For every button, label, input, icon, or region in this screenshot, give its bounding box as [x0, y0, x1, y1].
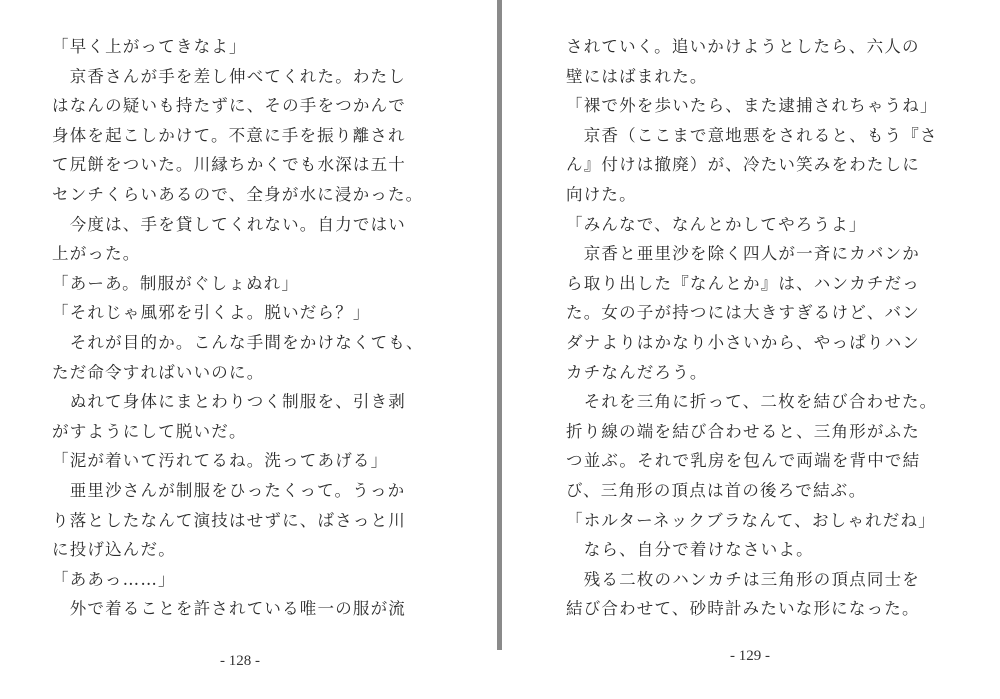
text-line: 折り線の端を結び合わせると、三角形がふた	[566, 421, 920, 441]
left-page-text	[52, 32, 442, 624]
text-line: 「ああっ……」	[52, 569, 176, 589]
text-line: 向けた。	[566, 184, 637, 204]
text-line: 壁にはばまれた。	[566, 66, 708, 86]
text-line: ただ命令すればいいのに。	[52, 362, 265, 382]
text-line: ダナよりはかなり小さいから、やっぱりハン	[566, 332, 920, 352]
text-line: なら、自分で着けなさいよ。	[566, 540, 814, 560]
text-line: ん』付けは撤廃）が、冷たい笑みをわたしに	[566, 155, 920, 175]
text-line: 亜里沙さんが制服をひったくって。うっか	[52, 480, 406, 500]
text-line: 「早く上がってきなよ」	[52, 37, 247, 56]
text-line: り落としたなんて演技はせずに、ばさっと川	[52, 510, 406, 530]
left-page	[0, 0, 498, 699]
text-line: 京香（ここまで意地悪をされると、もう『さ	[566, 125, 938, 145]
text-line: 今度は、手を貸してくれない。自力ではい	[52, 214, 406, 234]
text-line: はなんの疑いも持たずに、その手をつかんで	[52, 96, 406, 116]
page-number: - 129 -	[730, 648, 770, 664]
text-line: されていく。追いかけようとしたら、六人の	[566, 37, 920, 56]
page-number: - 128 -	[220, 653, 260, 669]
text-line: 「ホルターネックブラなんて、おしゃれだね」	[566, 510, 936, 530]
text-line: 外で着ることを許されている唯一の服が流	[52, 599, 406, 619]
text-line: カチなんだろう。	[566, 362, 708, 382]
text-line: て尻餅をついた。川縁ちかくでも水深は五十	[52, 155, 406, 175]
text-line: ぬれて身体にまとわりつく制服を、引き剥	[52, 392, 406, 412]
text-line: それを三角に折って、二枚を結び合わせた。	[566, 392, 938, 412]
text-line: 残る二枚のハンカチは三角形の頂点同士を	[566, 569, 920, 589]
text-line: 京香さんが手を差し伸べてくれた。わたし	[52, 66, 406, 86]
text-line: 上がった。	[52, 244, 141, 264]
text-line: 「あーあ。制服がぐしょぬれ」	[52, 273, 300, 293]
text-line: がすようにして脱いだ。	[52, 421, 247, 441]
right-page	[503, 0, 1000, 699]
text-line: 身体を起こしかけて。不意に手を振り離され	[52, 125, 406, 145]
right-page-text	[566, 32, 956, 624]
text-line: 「みんなで、なんとかしてやろうよ」	[566, 214, 867, 234]
text-line: 「それじゃ風邪を引くよ。脱いだら？」	[52, 303, 371, 323]
text-line: び、三角形の頂点は首の後ろで結ぶ。	[566, 480, 867, 500]
text-line: た。女の子が持つには大きすぎるけど、バン	[566, 303, 920, 323]
text-line: つ並ぶ。それで乳房を包んで両端を背中で結	[566, 451, 921, 471]
text-line: センチくらいあるので、全身が水に浸かった。	[52, 184, 424, 204]
page-divider	[497, 0, 502, 650]
text-line: ら取り出した『なんとか』は、ハンカチだっ	[566, 273, 920, 293]
text-line: 京香と亜里沙を除く四人が一斉にカバンか	[566, 244, 920, 264]
text-line: 「泥が着いて汚れてるね。洗ってあげる」	[52, 451, 389, 471]
text-line: 「裸で外を歩いたら、また逮捕されちゃうね」	[566, 96, 938, 116]
text-line: それが目的か。こんな手間をかけなくても、	[52, 332, 424, 352]
text-line: 結び合わせて、砂時計みたいな形になった。	[566, 599, 920, 619]
text-line: に投げ込んだ。	[52, 540, 176, 560]
